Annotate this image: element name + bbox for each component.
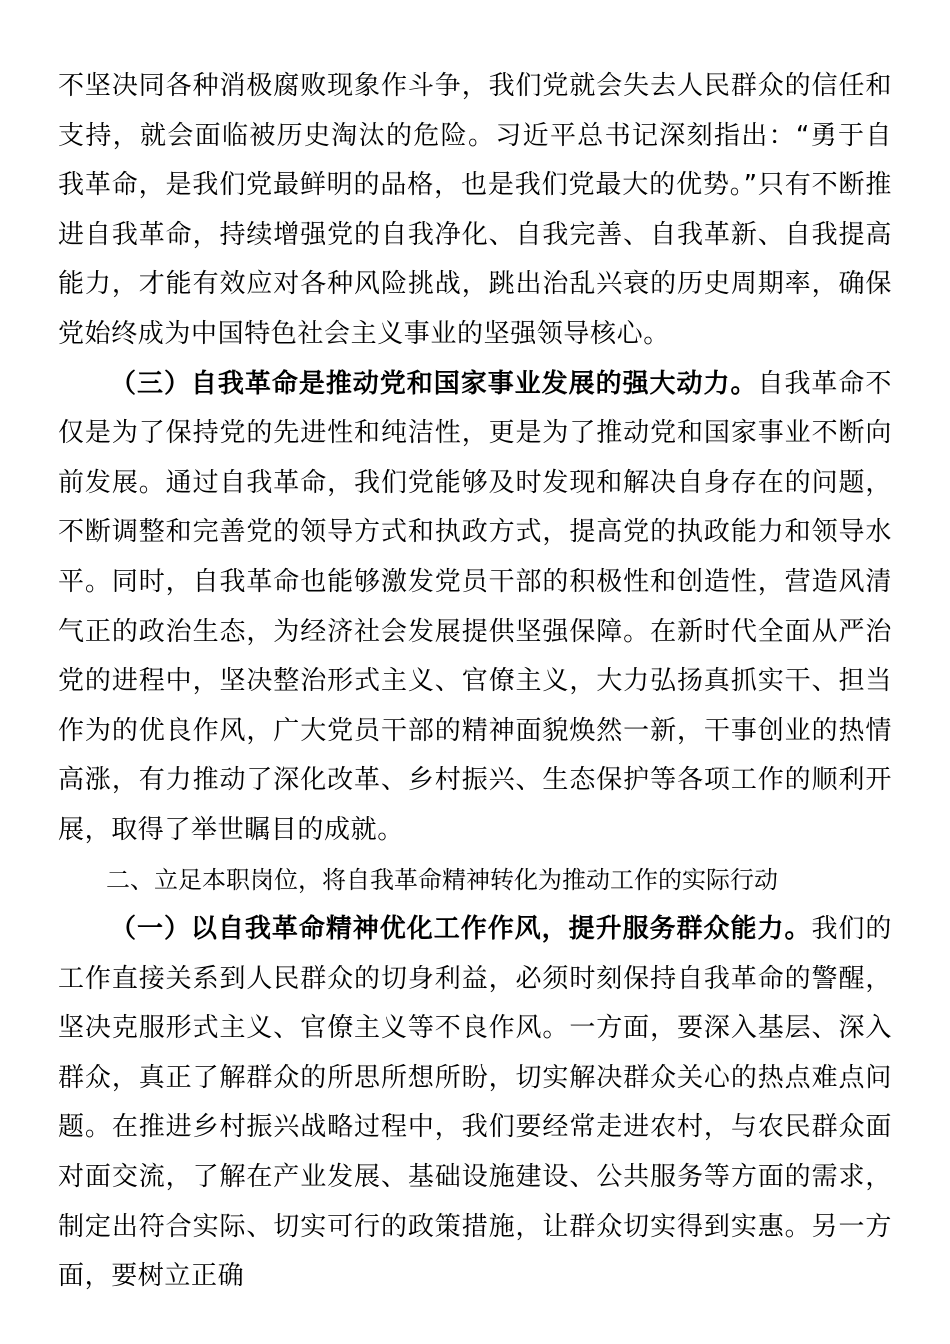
subsection-one-body: 我们的工作直接关系到人民群众的切身利益，必须时刻保持自我革命的警醒，坚决克服形式主义、官僚主义等不良作风。一方面，要深入基层、深入群众，真正了解群众的所思所想所盼，切实解决群众关心的热点难点问题。在推进乡村振兴战略过程中，我们要经常走进农村，与农民群众面对面交流，了解在产业发展、基础设施建设、公共服务等方面的需求，制定出符合实际、切实可行的政策措施，让群众切实得到实惠。另一方面，要树立正确 bbox=[58, 914, 892, 1292]
paragraph-section-three bbox=[58, 360, 892, 856]
paragraph-continuation: 不坚决同各种消极腐败现象作斗争，我们党就会失去人民群众的信任和支持，就会面临被历史淘汰的危险。习近平总书记深刻指出：“勇于自我革命，是我们党最鲜明的品格，也是我们党最大的优势。”只有不断推进自我革命，持续增强党的自我净化、自我完善、自我革新、自我提高能力，才能有效应对各种风险挑战，跳出治乱兴衰的历史周期率，确保党始终成为中国特色社会主义事业的坚强领导核心。 bbox=[58, 71, 892, 349]
section-three-body: 自我革命不仅是为了保持党的先进性和纯洁性，更是为了推动党和国家事业不断向前发展。通过自我革命，我们党能够及时发现和解决自身存在的问题，不断调整和完善党的领导方式和执政方式，提高党的执政能力和领导水平。同时，自我革命也能够激发党员干部的积极性和创造性，营造风清气正的政治生态，为经济社会发展提供坚强保障。在新时代全面从严治党的进程中，坚决整治形式主义、官僚主义，大力弘扬真抓实干、担当作为的优良作风，广大党员干部的精神面貌焕然一新，干事创业的热情高涨，有力推动了深化改革、乡村振兴、生态保护等各项工作的顺利开展，取得了举世瞩目的成就。 bbox=[58, 368, 892, 845]
document-page bbox=[58, 62, 892, 1302]
subsection-one-lead: （一）以自我革命精神优化工作作风，提升服务群众能力。 bbox=[110, 914, 812, 945]
section-heading-two: 二、立足本职岗位，将自我革命精神转化为推动工作的实际行动 bbox=[106, 865, 778, 894]
section-three-lead: （三）自我革命是推动党和国家事业发展的强大动力。 bbox=[110, 368, 758, 399]
paragraph-subsection-one bbox=[58, 905, 892, 1302]
